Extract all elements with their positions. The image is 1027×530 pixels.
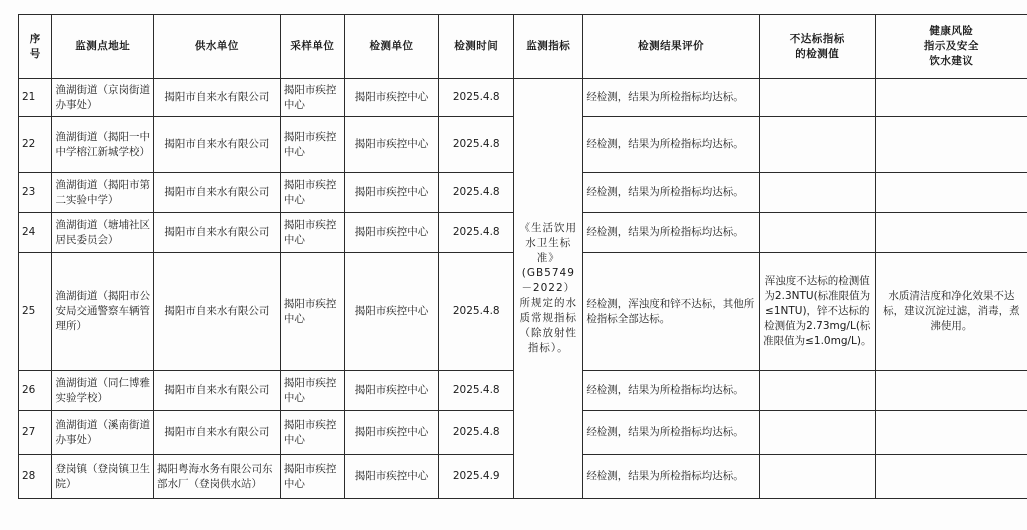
cell-value <box>759 79 875 117</box>
table-header-row <box>19 15 1027 79</box>
cell-time: 2025.4.9 <box>439 455 514 499</box>
header-seq: 序 号 <box>19 15 52 79</box>
cell-tester: 揭阳市疾控中心 <box>344 117 438 173</box>
cell-sampler: 揭阳市疾控中心 <box>280 253 344 371</box>
cell-advice <box>875 411 1027 455</box>
cell-seq: 22 <box>19 117 52 173</box>
cell-value <box>759 117 875 173</box>
header-supplier: 供水单位 <box>153 15 280 79</box>
cell-supplier: 揭阳市自来水有限公司 <box>153 79 280 117</box>
cell-site: 登岗镇（登岗镇卫生院） <box>52 455 154 499</box>
cell-advice <box>875 213 1027 253</box>
cell-supplier: 揭阳市自来水有限公司 <box>153 371 280 411</box>
cell-time: 2025.4.8 <box>439 173 514 213</box>
cell-value <box>759 455 875 499</box>
cell-result: 经检测，结果为所检指标均达标。 <box>583 117 760 173</box>
cell-supplier: 揭阳市自来水有限公司 <box>153 173 280 213</box>
cell-time: 2025.4.8 <box>439 79 514 117</box>
cell-tester: 揭阳市疾控中心 <box>344 213 438 253</box>
cell-advice <box>875 455 1027 499</box>
cell-seq: 24 <box>19 213 52 253</box>
header-site: 监测点地址 <box>52 15 154 79</box>
cell-value: 浑浊度不达标的检测值为2.3NTU(标准限值为≤1NTU)，锌不达标的检测值为2.73mg/L(标准限值为≤1.0mg/L)。 <box>759 253 875 371</box>
cell-time: 2025.4.8 <box>439 213 514 253</box>
cell-sampler: 揭阳市疾控中心 <box>280 371 344 411</box>
cell-value <box>759 173 875 213</box>
cell-tester: 揭阳市疾控中心 <box>344 411 438 455</box>
cell-site: 渔湖街道（京岗街道办事处） <box>52 79 154 117</box>
cell-result: 经检测，结果为所检指标均达标。 <box>583 213 760 253</box>
cell-advice <box>875 173 1027 213</box>
cell-result: 经检测，结果为所检指标均达标。 <box>583 455 760 499</box>
cell-sampler: 揭阳市疾控中心 <box>280 117 344 173</box>
header-time: 检测时间 <box>439 15 514 79</box>
cell-result: 经检测，结果为所检指标均达标。 <box>583 79 760 117</box>
header-value: 不达标指标 的检测值 <box>759 15 875 79</box>
cell-value <box>759 371 875 411</box>
cell-tester: 揭阳市疾控中心 <box>344 253 438 371</box>
header-result: 检测结果评价 <box>583 15 760 79</box>
cell-time: 2025.4.8 <box>439 411 514 455</box>
cell-time: 2025.4.8 <box>439 253 514 371</box>
cell-result: 经检测，浑浊度和锌不达标，其他所检指标全部达标。 <box>583 253 760 371</box>
cell-supplier: 揭阳市自来水有限公司 <box>153 411 280 455</box>
cell-result: 经检测，结果为所检指标均达标。 <box>583 173 760 213</box>
table-row <box>19 79 1027 117</box>
cell-seq: 23 <box>19 173 52 213</box>
cell-advice <box>875 371 1027 411</box>
cell-sampler: 揭阳市疾控中心 <box>280 79 344 117</box>
cell-seq: 27 <box>19 411 52 455</box>
cell-value <box>759 411 875 455</box>
cell-seq: 25 <box>19 253 52 371</box>
cell-site: 渔湖街道（同仁博雅实验学校） <box>52 371 154 411</box>
cell-seq: 21 <box>19 79 52 117</box>
cell-sampler: 揭阳市疾控中心 <box>280 213 344 253</box>
cell-advice: 水质清洁度和净化效果不达标，建议沉淀过滤，消毒，煮沸使用。 <box>875 253 1027 371</box>
cell-supplier: 揭阳市自来水有限公司 <box>153 253 280 371</box>
cell-supplier: 揭阳市自来水有限公司 <box>153 213 280 253</box>
cell-site: 渔湖街道（揭阳市公安局交通警察车辆管理所） <box>52 253 154 371</box>
cell-site: 渔湖街道（揭阳市第二实验中学） <box>52 173 154 213</box>
cell-sampler: 揭阳市疾控中心 <box>280 411 344 455</box>
cell-supplier: 揭阳粤海水务有限公司东部水厂（登岗供水站） <box>153 455 280 499</box>
cell-tester: 揭阳市疾控中心 <box>344 79 438 117</box>
cell-site: 渔湖街道（揭阳一中中学榕江新城学校） <box>52 117 154 173</box>
header-sampler: 采样单位 <box>280 15 344 79</box>
cell-value <box>759 213 875 253</box>
cell-seq: 26 <box>19 371 52 411</box>
cell-tester: 揭阳市疾控中心 <box>344 455 438 499</box>
header-advice: 健康风险 指示及安全 饮水建议 <box>875 15 1027 79</box>
cell-tester: 揭阳市疾控中心 <box>344 173 438 213</box>
water-quality-table <box>18 14 1027 499</box>
cell-result: 经检测，结果为所检指标均达标。 <box>583 371 760 411</box>
cell-sampler: 揭阳市疾控中心 <box>280 455 344 499</box>
header-tester: 检测单位 <box>344 15 438 79</box>
cell-advice <box>875 117 1027 173</box>
cell-site: 渔湖街道（溪南街道办事处） <box>52 411 154 455</box>
cell-indicator: 《生活饮用水卫生标准》(GB5749－2022）所规定的水质常规指标（除放射性指标）。 <box>514 79 583 499</box>
cell-tester: 揭阳市疾控中心 <box>344 371 438 411</box>
cell-result: 经检测，结果为所检指标均达标。 <box>583 411 760 455</box>
cell-supplier: 揭阳市自来水有限公司 <box>153 117 280 173</box>
header-indicator: 监测指标 <box>514 15 583 79</box>
cell-site: 渔湖街道（塘埔社区居民委员会） <box>52 213 154 253</box>
cell-seq: 28 <box>19 455 52 499</box>
cell-advice <box>875 79 1027 117</box>
cell-time: 2025.4.8 <box>439 117 514 173</box>
cell-time: 2025.4.8 <box>439 371 514 411</box>
cell-sampler: 揭阳市疾控中心 <box>280 173 344 213</box>
